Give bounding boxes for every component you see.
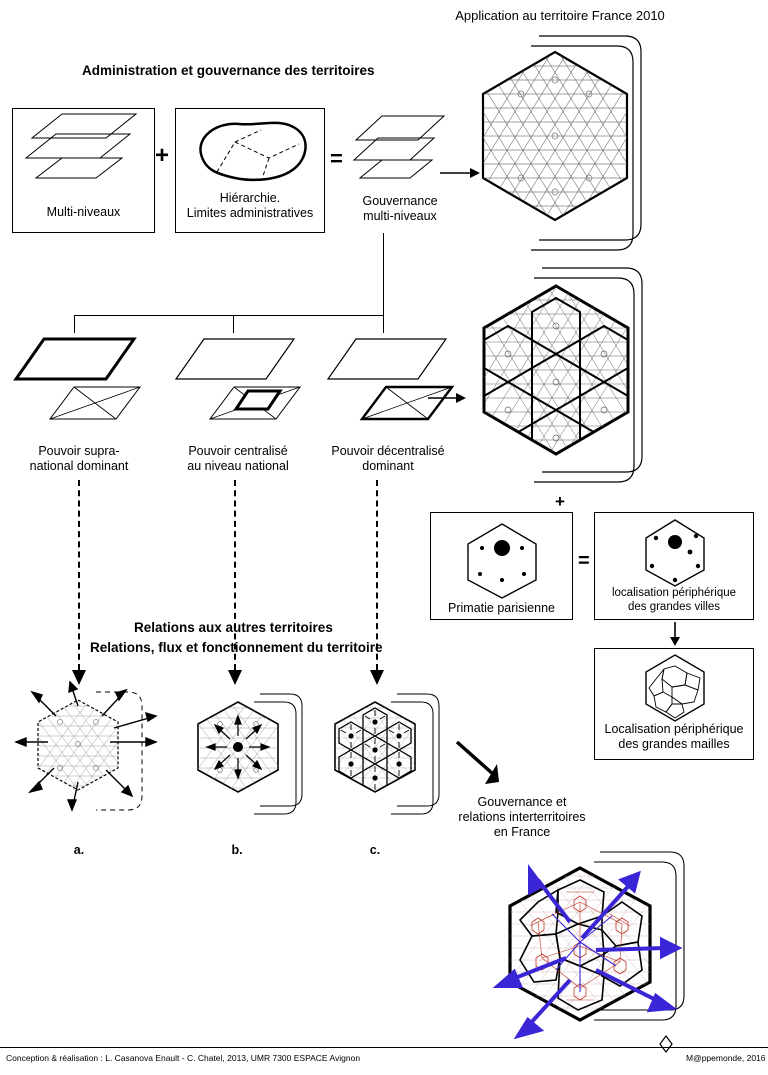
arrow-down-peripheral [666, 622, 684, 646]
peripheral-cities-label-1: localisation périphérique [611, 587, 737, 599]
france-hexagon-coarse [450, 262, 655, 507]
power-label-supranational-2: national dominant [29, 459, 129, 473]
plus-sign-2: + [555, 492, 565, 511]
power-label-decentralized-2: dominant [362, 459, 414, 473]
connector-branch-2 [233, 315, 234, 333]
france-result-hexagon [470, 830, 730, 1060]
compass-icon [660, 1036, 672, 1052]
power-label-decentralized-1: Pouvoir décentralisé [331, 444, 445, 458]
result-label-2: relations interterritoires [458, 810, 586, 824]
variant-c-label: c. [369, 843, 381, 857]
equals-sign-1: = [330, 146, 343, 171]
power-label-centralized-1: Pouvoir centralisé [188, 444, 288, 458]
section-title-administration: Administration et gouvernance des territoires [82, 63, 375, 78]
variant-b-label: b. [231, 843, 243, 857]
footer-divider [0, 1047, 768, 1048]
governance-label-2: multi-niveaux [363, 209, 437, 223]
power-label-supranational-1: Pouvoir supra- [38, 444, 120, 458]
peripheral-cities-label-2: des grandes villes [627, 601, 721, 613]
governance-multilevel-icon [352, 112, 448, 194]
connector-branch-3 [383, 315, 384, 333]
variant-a-diagram [10, 676, 180, 836]
hierarchy-label-1: Hiérarchie. [219, 191, 281, 205]
plus-sign-1: + [155, 142, 170, 169]
primatie-label: Primatie parisienne [448, 601, 555, 615]
arrow-to-result [455, 740, 515, 790]
result-label-3: en France [493, 825, 551, 839]
section-title-relations-1: Relations aux autres territoires [134, 620, 333, 635]
footer-credits: Conception & réalisation : L. Casanova Enault - C. Chatel, 2013, UMR 7300 ESPACE Avignon [6, 1053, 361, 1063]
arrow-head-c [369, 668, 385, 686]
primatie-icon [456, 518, 548, 600]
multi-levels-icon [26, 112, 144, 190]
power-icon-supranational [16, 335, 142, 435]
hierarchy-icon [183, 114, 317, 192]
power-icon-decentralized [328, 335, 454, 435]
footer-source: M@ppemonde, 2016 [686, 1053, 766, 1063]
multi-levels-label: Multi-niveaux [46, 205, 121, 219]
peripheral-cities-icon [634, 516, 716, 590]
peripheral-meshes-label-2: des grandes mailles [618, 737, 730, 751]
hierarchy-label-2: Limites administratives [186, 206, 314, 220]
variant-c-diagram [315, 686, 455, 826]
power-label-centralized-2: au niveau national [187, 459, 289, 473]
connector-vertical-main [383, 233, 384, 315]
connector-branch-1 [74, 315, 75, 333]
power-icon-centralized [176, 335, 302, 435]
peripheral-meshes-label-1: Localisation périphérique [604, 722, 744, 736]
france-hexagon-fine [455, 28, 655, 278]
connector-horizontal-main [74, 315, 384, 316]
variant-b-diagram [178, 686, 318, 826]
dashed-connector-a [78, 480, 80, 670]
variant-a-label: a. [73, 843, 85, 857]
equals-sign-2: = [578, 550, 590, 572]
governance-label-1: Gouvernance [362, 194, 438, 208]
arrow-head-b [227, 668, 243, 686]
section-title-relations-2: Relations, flux et fonctionnement du territoire [90, 640, 383, 655]
peripheral-meshes-icon [632, 652, 718, 724]
result-label-1: Gouvernance et [477, 795, 567, 809]
page-title: Application au territoire France 2010 [455, 8, 665, 23]
